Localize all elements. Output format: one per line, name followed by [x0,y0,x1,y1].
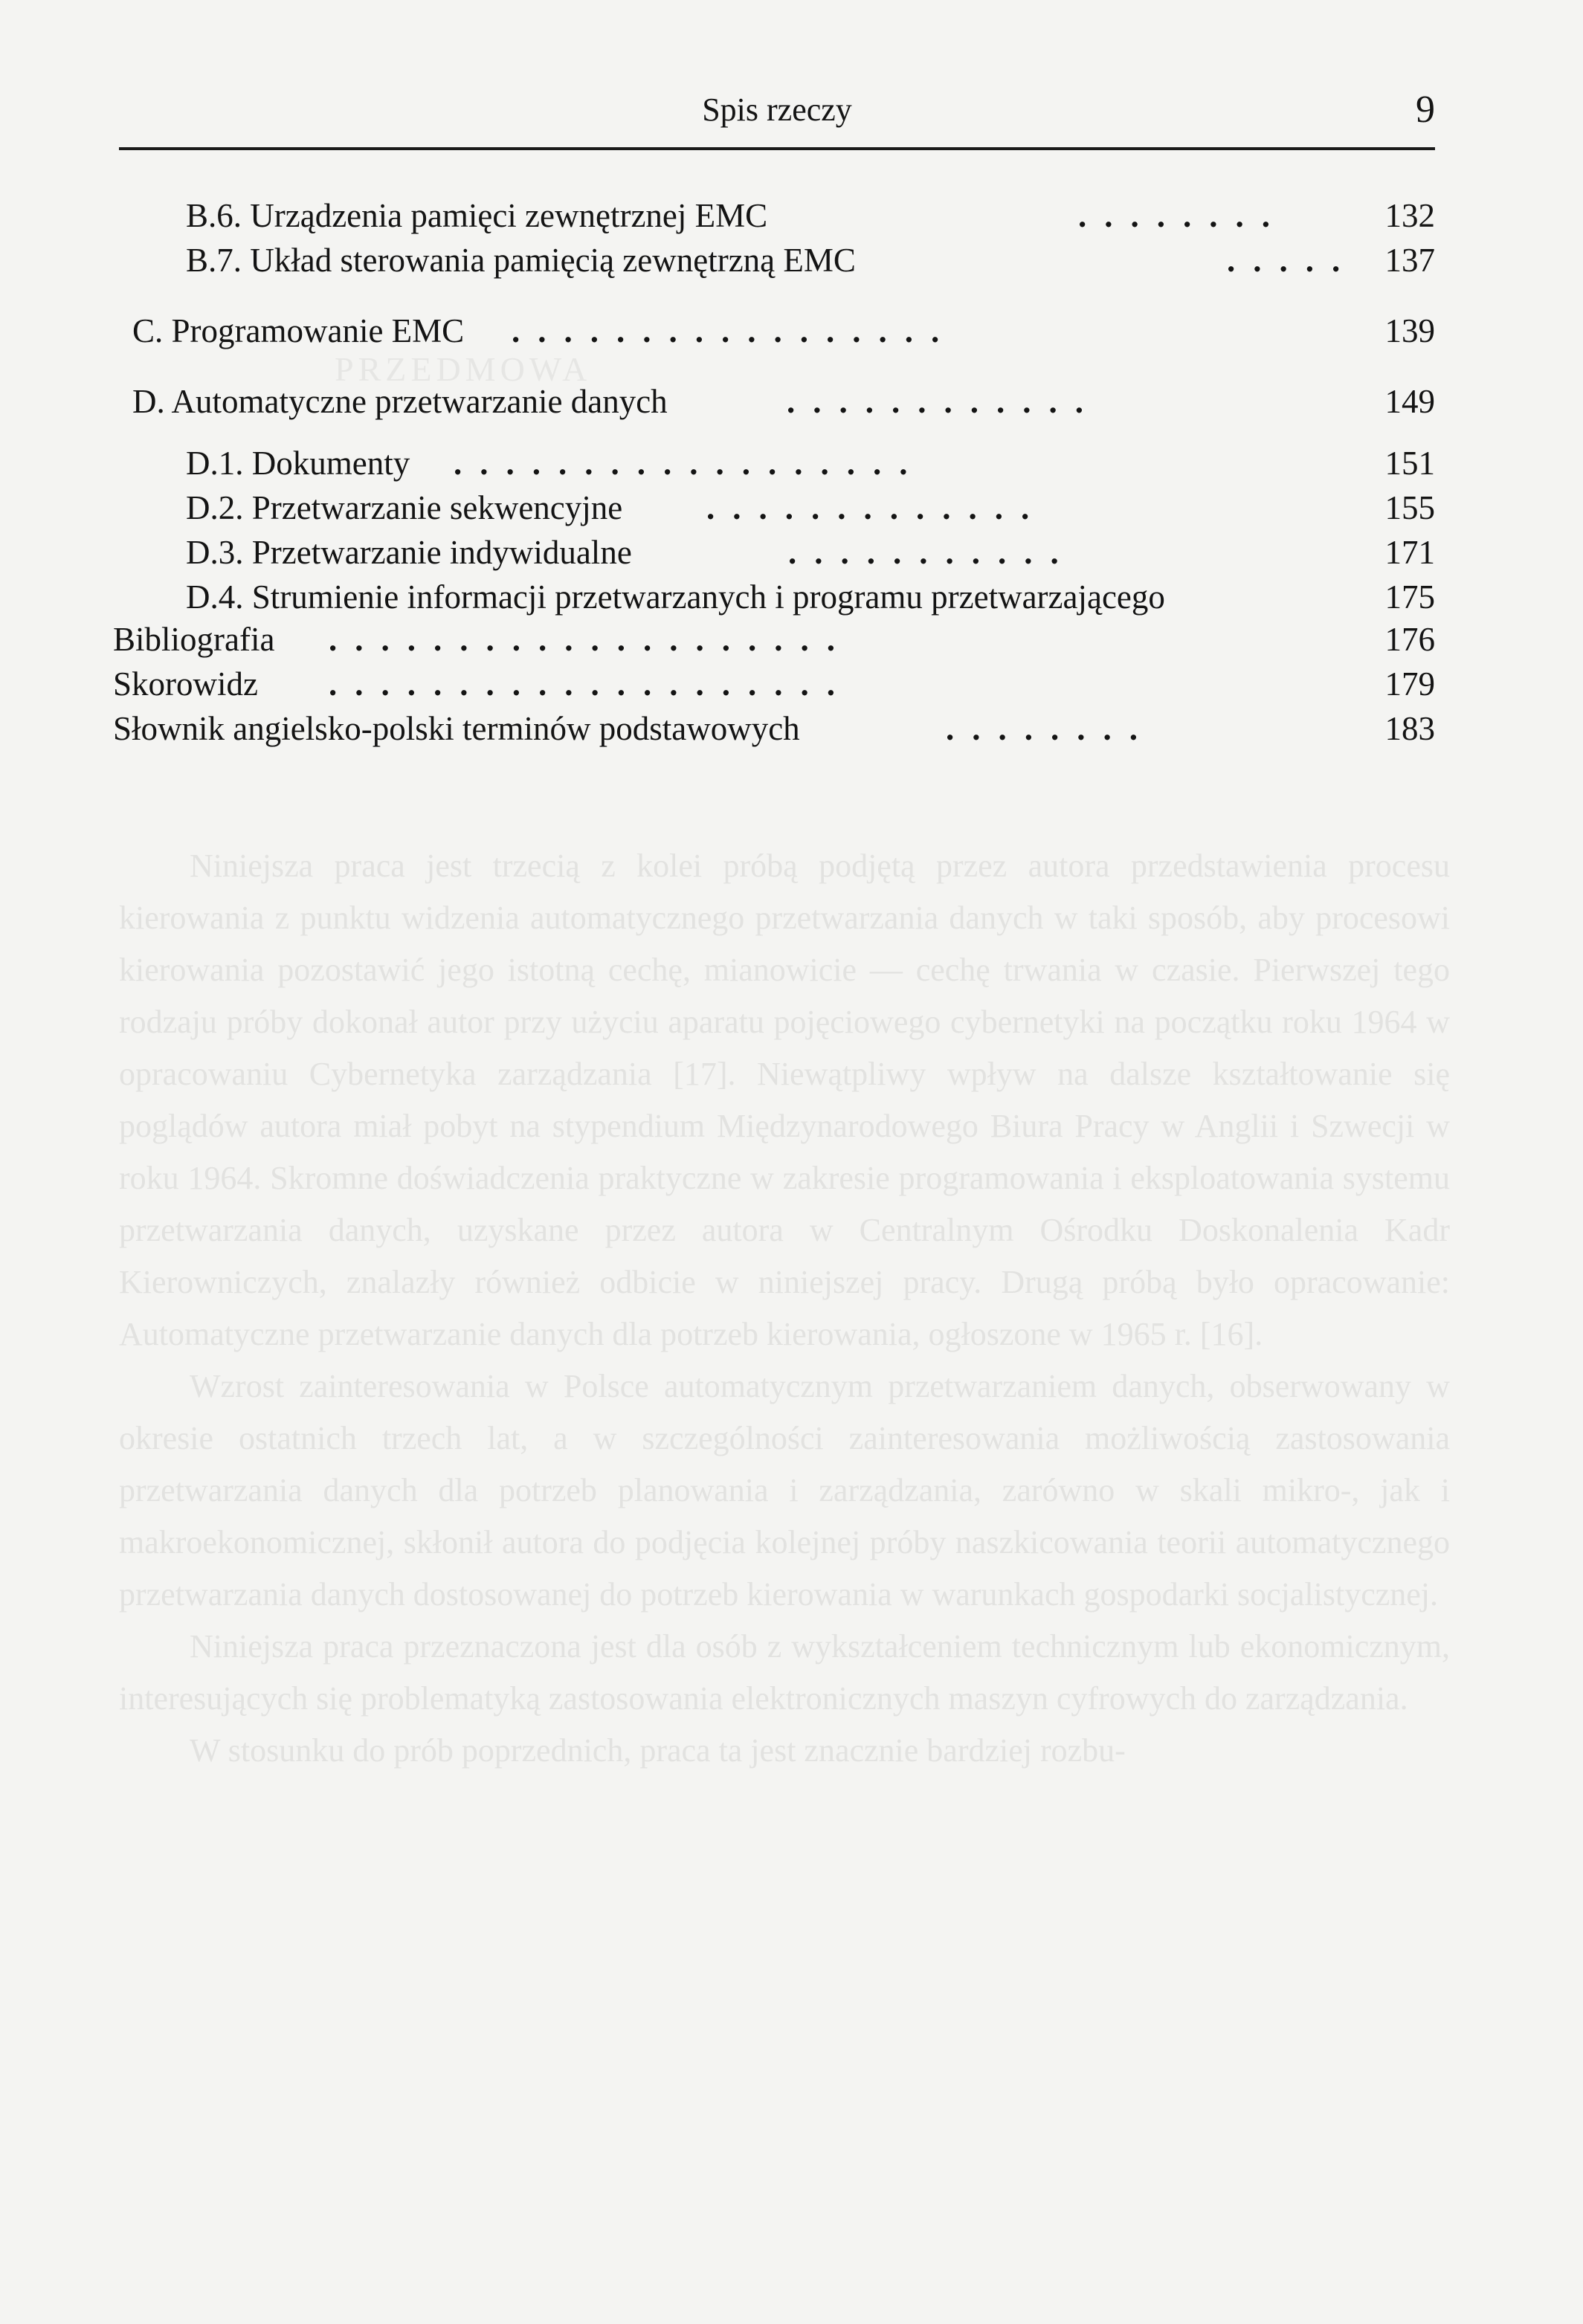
toc-entry-label: C. Programowanie EMC [132,312,465,349]
toc-entry-d3[interactable] [186,532,1435,573]
toc-entry-bibliography[interactable] [113,619,1435,660]
show-through-heading: PRZEDMOWA [335,350,592,388]
toc-entry-label: D.4. Strumienie informacji przetwarzanych i programu przetwarzającego [186,578,1165,616]
toc-entry-d2[interactable] [186,487,1435,529]
toc-entry-page: 132 [1384,197,1435,234]
show-through-text [119,840,1450,1777]
toc-leader-dots: ............ [787,383,1101,420]
show-through-paragraph: W stosunku do prób poprzednich, praca ta jest znacznie bardziej rozbu- [190,1732,1126,1769]
toc-entry-label: D. Automatyczne przetwarzanie danych [132,383,668,420]
toc-entry-label: B.6. Urządzenia pamięci zewnętrznej EMC [186,197,768,234]
toc-entry-b6[interactable] [186,195,1435,236]
toc-leader-dots: ........ [946,710,1155,747]
toc-entry-label: Słownik angielsko-polski terminów podstawowych [113,710,800,747]
toc-leader-dots: .................. [454,445,926,482]
toc-entry-index[interactable] [113,663,1435,705]
toc-entry-label: B.7. Układ sterowania pamięcią zewnętrzną EMC [186,242,856,279]
toc-leader-dots: ........ [1078,197,1288,234]
show-through-paragraph: Niniejsza praca przeznaczona jest dla osób z wykształceniem technicznym lub ekonomicznym, interesujących się problematyką zastosowania elektronicznych maszyn cyfrowych do zarządzania. [119,1628,1450,1717]
toc-entry-label: D.3. Przetwarzanie indywidualne [186,534,632,571]
toc-entry-label: Bibliografia [113,621,275,658]
toc-entry-d1[interactable] [186,442,1435,484]
show-through-paragraph: Wzrost zainteresowania w Polsce automatycznym przetwarzaniem danych, obserwowany w okresie ostatnich trzech lat, a w szczególności zainteresowania możliwością zastosowania przetwarzania danych dla potrzeb planowania i zarządzania, zarówno w skali mikro-, jak i makroekonomicznej, skłonił autora do podjęcia kolejnej próby naszkicowania teorii automatycznego przetwarzania danych dostosowanej do potrzeb kierowania w warunkach gospodarki socjalistycznej. [119,1368,1450,1613]
toc-entry-label: Skorowidz [113,665,258,703]
toc-leader-dots: ............. [706,489,1048,526]
toc-entry-c[interactable] [132,310,1435,352]
toc-entry-page: 171 [1384,534,1435,571]
running-header [119,88,1435,147]
toc-leader-dots: ................. [512,312,958,349]
toc-entry-label: D.1. Dokumenty [186,445,410,482]
toc-entry-label: D.2. Przetwarzanie sekwencyjne [186,489,623,526]
toc-entry-page: 149 [1384,383,1435,420]
toc-entry-d4[interactable] [186,576,1435,618]
toc-entry-b7[interactable] [186,239,1435,281]
toc-entry-page: 139 [1384,312,1435,349]
toc-entry-page: 176 [1384,621,1435,658]
toc-entry-d[interactable] [132,381,1435,422]
toc-leader-dots: .................... [329,621,853,658]
toc-leader-dots: ..... [1227,242,1358,279]
show-through-paragraph: Niniejsza praca jest trzecią z kolei próbą podjętą przez autora przedstawienia procesu kierowania z punktu widzenia automatycznego przetwarzania danych w taki sposób, aby procesowi kierowania pozostawić jego istotną cechę, mianowicie — cechę trwania w czasie. Pierwszej tego rodzaju próby dokonał autor przy użyciu aparatu pojęciowego cybernetyki na początku roku 1964 w opracowaniu Cybernetyka zarządzania [17]. Niewątpliwy wpływ na dalsze kształtowanie się poglądów autora miał pobyt na stypendium Międzynarodowego Biura Pracy w Anglii i Szwecji w roku 1964. Skromne doświadczenia praktyczne w zakresie programowania i eksploatowania systemu przetwarzania danych, uzyskane przez autora w Centralnym Ośrodku Doskonalenia Kadr Kierowniczych, znalazły również odbicie w niniejszej pracy. Drugą próbą było opracowanie: Automatyczne przetwarzanie danych dla potrzeb kierowania, ogłoszone w 1965 r. [16]. [119,848,1450,1352]
header-title: Spis rzeczy [702,91,852,128]
page-number: 9 [1416,88,1435,131]
toc-leader-dots: .................... [329,665,853,703]
toc-entry-page: 183 [1384,710,1435,747]
toc-entry-page: 137 [1384,242,1435,279]
toc-entry-page: 179 [1384,665,1435,703]
toc-entry-glossary[interactable] [113,708,1435,749]
toc-leader-dots: ........... [788,534,1077,571]
header-rule [119,147,1435,150]
toc-entry-page: 175 [1384,578,1435,616]
toc-entry-page: 155 [1384,489,1435,526]
toc-entry-page: 151 [1384,445,1435,482]
